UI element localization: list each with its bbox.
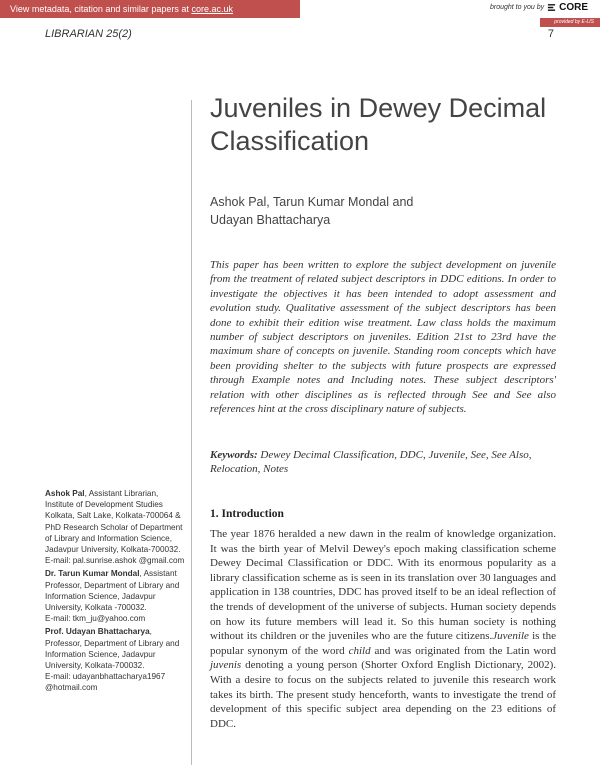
author-affiliations xyxy=(45,488,187,696)
authors-line-2: Udayan Bhattacharya xyxy=(210,213,331,227)
affiliation-email: E-mail: tkm_ju@yahoo.com xyxy=(45,614,146,624)
core-logo-icon xyxy=(547,3,556,12)
section-heading-introduction: 1. Introduction xyxy=(210,508,284,520)
column-divider xyxy=(191,100,192,765)
affiliation-email: E-mail: udayanbhattacharya1967 @hotmail.com xyxy=(45,672,166,693)
affiliation-name: Ashok Pal xyxy=(45,489,85,498)
page-number: 7 xyxy=(547,28,554,40)
authors-line-1: Ashok Pal, Tarun Kumar Mondal and xyxy=(210,195,414,209)
affiliation-ashok-pal xyxy=(45,488,187,566)
intro-term-juvenis: juvenis xyxy=(210,659,242,672)
intro-text-3: and was originated from the Latin word xyxy=(370,644,556,657)
affiliation-text: , Assistant Librarian, Institute of Development Studies Kolkata, Salt Lake, Kolkata-700064 & PhD Research Scholar of Department of Library and Information Science, Jadavpur University, Kolkata-700032. xyxy=(45,489,183,555)
keywords-label: Keywords: xyxy=(210,449,258,461)
brought-by-text: brought to you by xyxy=(490,4,545,11)
provided-by-badge[interactable]: provided by E-LIS xyxy=(540,18,600,27)
core-banner xyxy=(0,0,600,20)
core-link-domain[interactable]: core.ac.uk xyxy=(191,4,233,14)
intro-term-juvenile: Juvenile xyxy=(492,630,529,643)
affiliation-name: Prof. Udayan Bhattacharya xyxy=(45,627,150,637)
keywords-list: Dewey Decimal Classification, DDC, Juvenile, See, See Also, Relocation, Notes xyxy=(210,449,532,475)
intro-text-1: The year 1876 heralded a new dawn in the realm of knowledge organization. It was the birth year of Melvil Dewey's epoch making classification scheme Dewey Decimal Classification or DDC. With its enormous popularity as a library classification scheme as is seen in its translation over 30 languages and application in 138 countries, DDC has proved itself to be an ideal reflection of the trends of development of the universe of subjects. Human society depends on how its future members will lead it. So this human society is nothing without its children or the juveniles who are the future citizens. xyxy=(210,528,556,643)
affiliation-text: , Professor, Department of Library and Information Science, Jadavpur University, Kolkata-700032. xyxy=(45,627,180,671)
title-line-1: Juveniles in Dewey Decimal xyxy=(210,93,547,123)
core-link-text: View metadata, citation and similar papers at xyxy=(10,4,192,14)
affiliation-name: Dr. Tarun Kumar Mondal xyxy=(45,569,140,579)
core-brand[interactable] xyxy=(490,2,588,13)
keywords xyxy=(210,448,556,476)
affiliation-tarun-mondal xyxy=(45,568,187,624)
core-metadata-link[interactable] xyxy=(0,0,300,18)
intro-text-2: is the popular synonym of the word xyxy=(210,630,556,657)
affiliation-text: , Assistant Professor, Department of Library and Information Science, Jadavpur University, Kolkata -700032. xyxy=(45,569,180,613)
title-line-2: Classification xyxy=(210,126,370,156)
article-authors xyxy=(210,193,570,229)
abstract: This paper has been written to explore the subject development on juvenile from the treatment of related subject descriptors in DDC editions. In order to investigate the objectives it has been intended to adopt assessment and evolution study. Qualitative assessment of the subject descriptors has been done to exhibit their edition wise treatment. Law class holds the maximum number of subject descriptors on juveniles. Edition 21st to 23rd have the maximum share of concepts on juvenile. Standing room concepts which have been providing shelter to the subjects with future prospects are expressed through Example notes and Including notes. These subject descriptors' relation with other disciplines as is reflected through See and See also references hint at the cross disciplinary nature of subjects. xyxy=(210,259,556,416)
introduction-paragraph xyxy=(210,527,556,731)
affiliation-email: E-mail: pal.sunrise.ashok @gmail.com xyxy=(45,556,185,566)
journal-running-head: LIBRARIAN 25(2) xyxy=(45,28,132,40)
core-brand-name: CORE xyxy=(559,2,588,13)
intro-term-child: child xyxy=(348,644,371,657)
intro-text-4: denoting a young person (Shorter Oxford English Dictionary, 2002). With a desire to focus on the subjects related to juvenile this research work takes its birth. The present study henceforth, wants to investigate the trend of development of this specific subject area depending on the 23 editions of DDC. xyxy=(210,659,556,730)
affiliation-udayan-bhattacharya xyxy=(45,626,187,693)
article-title xyxy=(210,92,580,158)
